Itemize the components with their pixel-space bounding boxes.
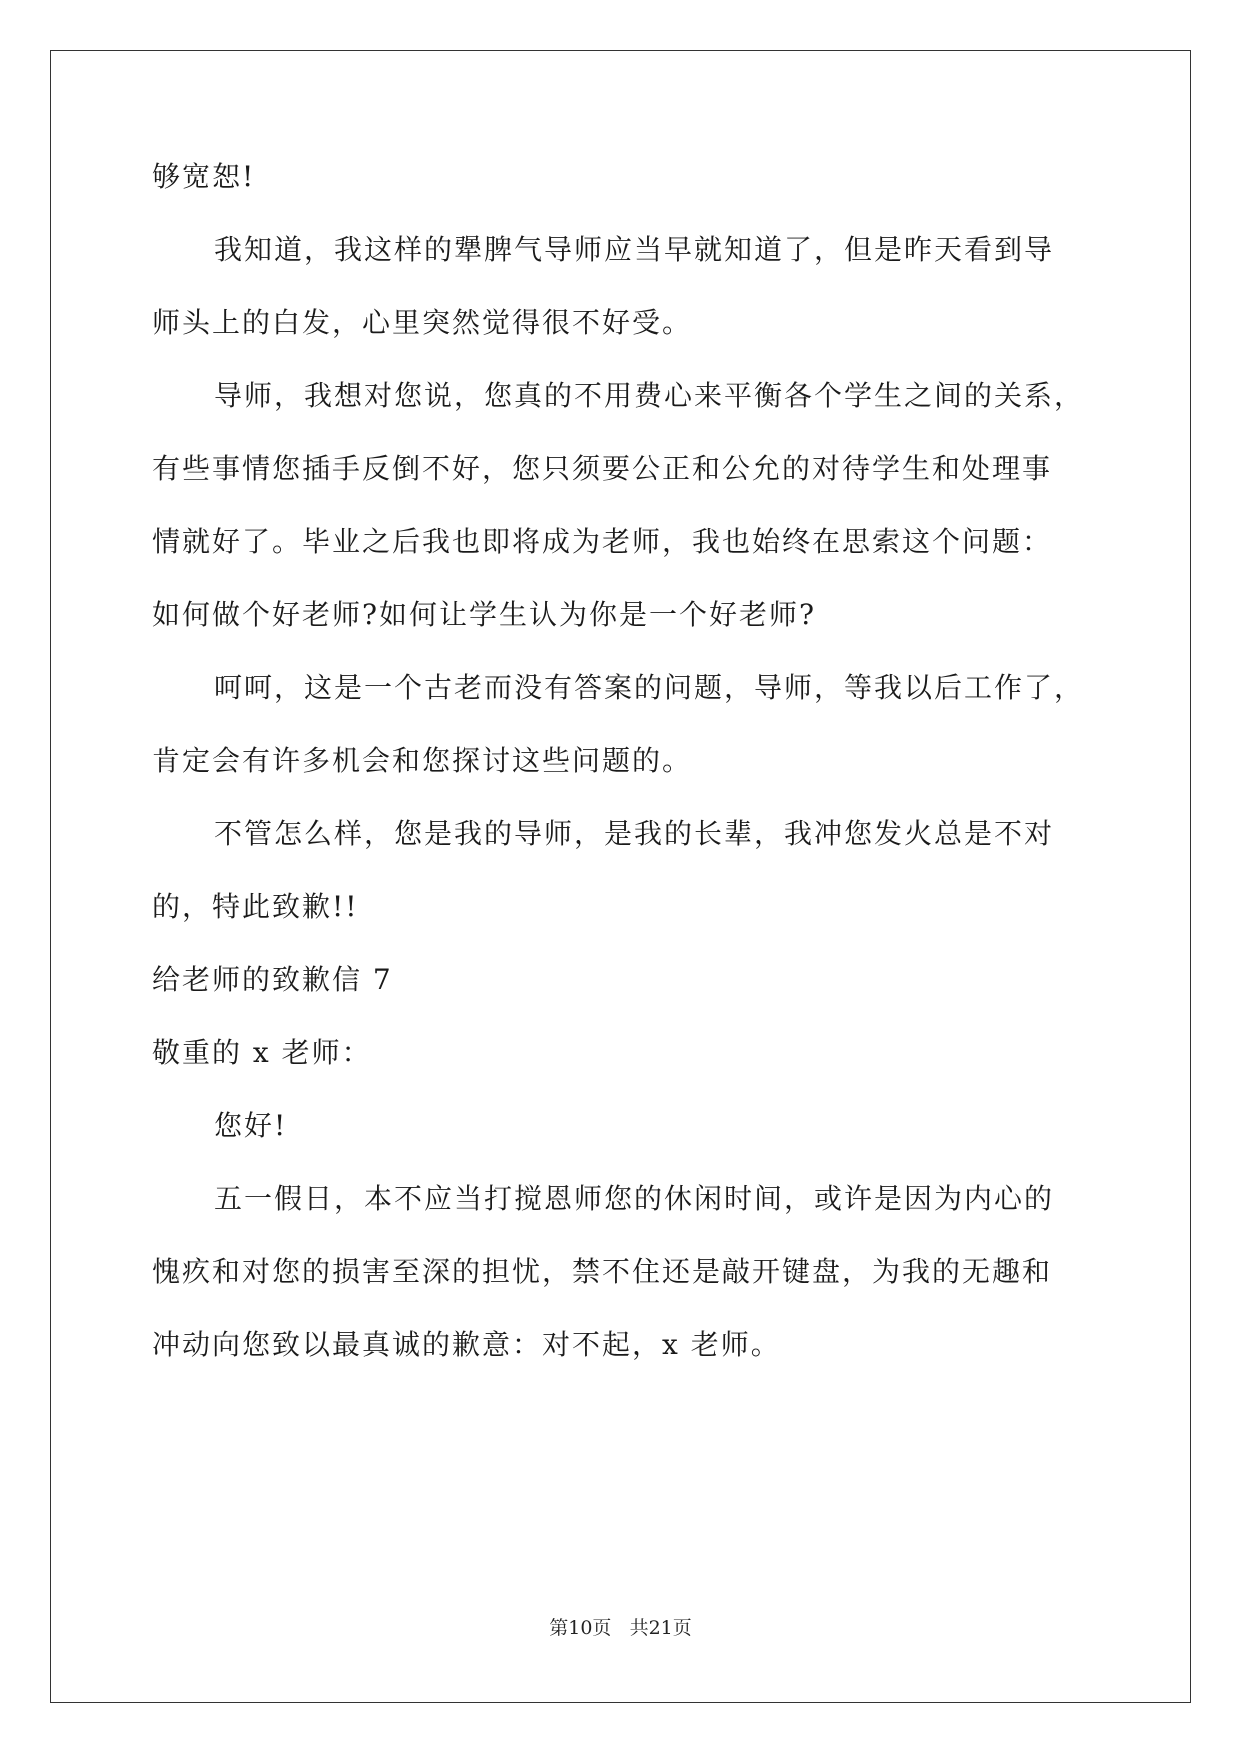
page-prefix: 第 bbox=[549, 1617, 569, 1639]
total-pages: 21 bbox=[648, 1617, 673, 1639]
page-border bbox=[50, 50, 1191, 1703]
page-footer bbox=[0, 1616, 1241, 1640]
greeting: 您好! bbox=[214, 1109, 288, 1142]
text-line: 如何做个好老师?如何让学生认为你是一个好老师? bbox=[152, 598, 817, 631]
paragraph-start: 五一假日，本不应当打搅恩师您的休闲时间，或许是因为内心的 bbox=[214, 1182, 1055, 1215]
text-line: 愧疚和对您的损害至深的担忧，禁不住还是敲开键盘，为我的无趣和 bbox=[152, 1255, 1053, 1288]
text-line: 师头上的白发，心里突然觉得很不好受。 bbox=[152, 306, 693, 339]
text-line: 够宽恕! bbox=[152, 160, 256, 193]
page-number: 10 bbox=[568, 1617, 593, 1639]
page-suffix: 页 bbox=[592, 1617, 612, 1639]
paragraph-start: 不管怎么样，您是我的导师，是我的长辈，我冲您发火总是不对 bbox=[214, 817, 1055, 850]
text-line: 有些事情您插手反倒不好，您只须要公正和公允的对待学生和处理事 bbox=[152, 452, 1053, 485]
paragraph-start: 导师，我想对您说，您真的不用费心来平衡各个学生之间的关系， bbox=[214, 379, 1085, 412]
paragraph-start: 呵呵，这是一个古老而没有答案的问题，导师，等我以后工作了， bbox=[214, 671, 1085, 704]
total-prefix: 共 bbox=[629, 1617, 649, 1639]
text-line: 的，特此致歉!! bbox=[152, 890, 359, 923]
total-suffix: 页 bbox=[672, 1617, 692, 1639]
text-line: 冲动向您致以最真诚的歉意：对不起，x 老师。 bbox=[152, 1328, 781, 1361]
text-line: 肯定会有许多机会和您探讨这些问题的。 bbox=[152, 744, 693, 777]
text-line: 情就好了。毕业之后我也即将成为老师，我也始终在思索这个问题： bbox=[152, 525, 1053, 558]
section-heading: 给老师的致歉信 7 bbox=[152, 963, 393, 996]
salutation: 敬重的 x 老师： bbox=[152, 1036, 372, 1069]
paragraph-start: 我知道，我这样的犟脾气导师应当早就知道了，但是昨天看到导 bbox=[214, 233, 1055, 266]
